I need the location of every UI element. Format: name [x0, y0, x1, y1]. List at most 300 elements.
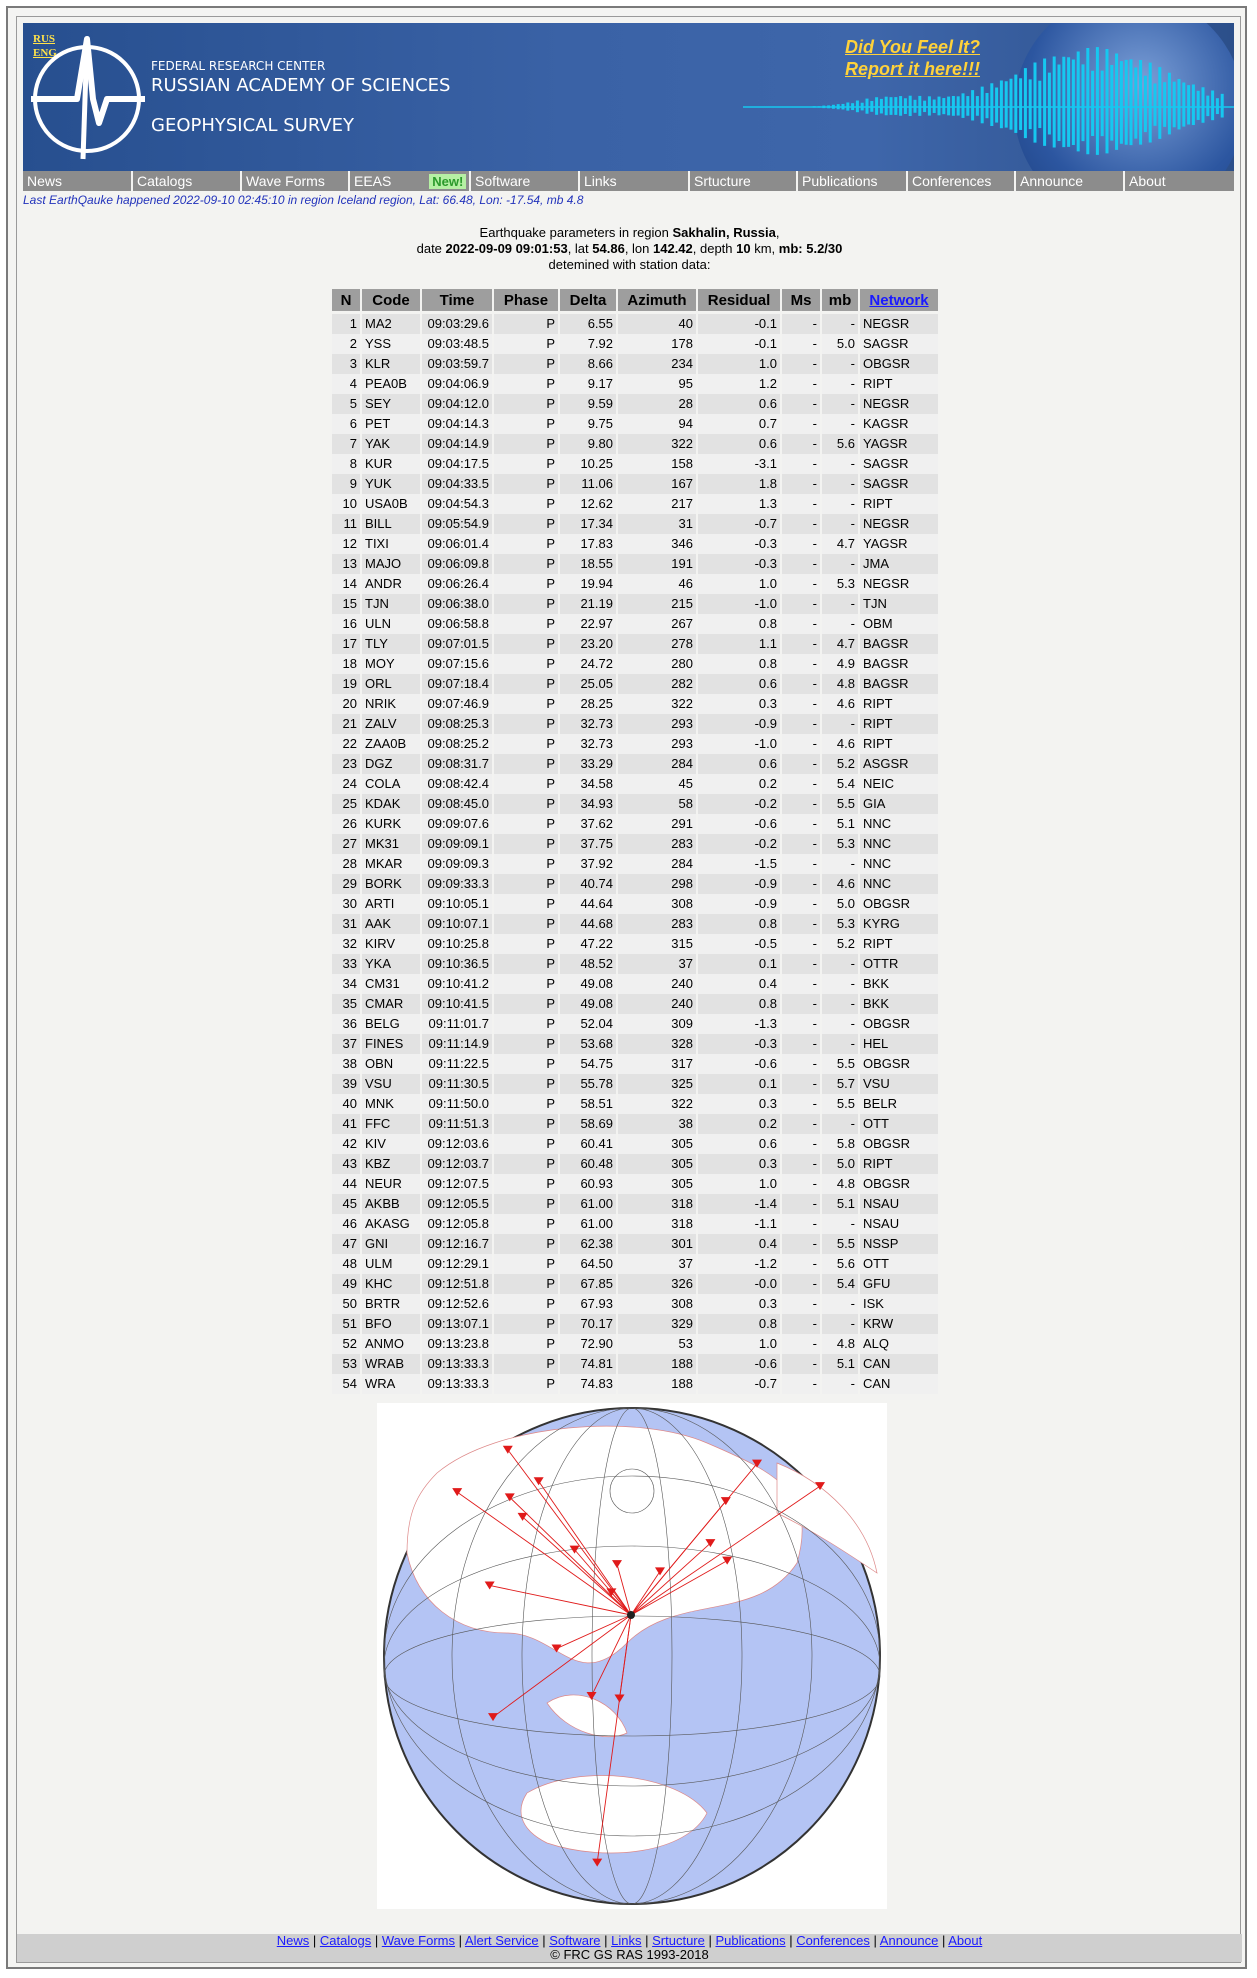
row-phase: P [494, 1334, 560, 1354]
row-residual: 1.1 [698, 634, 782, 654]
row-azimuth: 315 [618, 934, 698, 954]
row-code: KIRV [362, 934, 422, 954]
row-n: 20 [332, 694, 362, 714]
row-phase: P [494, 894, 560, 914]
row-time: 09:06:58.8 [422, 614, 494, 634]
nav-conferences[interactable]: Conferences [906, 171, 1014, 191]
row-residual: -0.3 [698, 1034, 782, 1054]
row-phase: P [494, 1134, 560, 1154]
row-code: SEY [362, 394, 422, 414]
row-code: GNI [362, 1234, 422, 1254]
row-code: OBN [362, 1054, 422, 1074]
table-row [332, 994, 940, 1014]
row-mb: 4.6 [822, 734, 860, 754]
row-ms: - [782, 634, 822, 654]
row-network: RIPT [860, 374, 940, 394]
nav-eeas-label: EEAS [354, 173, 392, 189]
row-mb: - [822, 714, 860, 734]
row-code: MAJO [362, 554, 422, 574]
row-time: 09:12:05.8 [422, 1214, 494, 1234]
row-phase: P [494, 914, 560, 934]
row-code: KDAK [362, 794, 422, 814]
row-n: 27 [332, 834, 362, 854]
row-n: 14 [332, 574, 362, 594]
table-row [332, 554, 940, 574]
row-mb: - [822, 1034, 860, 1054]
row-ms: - [782, 1274, 822, 1294]
row-ms: - [782, 1154, 822, 1174]
row-azimuth: 28 [618, 394, 698, 414]
row-residual: 0.3 [698, 1094, 782, 1114]
row-residual: -0.3 [698, 534, 782, 554]
row-time: 09:04:17.5 [422, 454, 494, 474]
network-sort-link[interactable]: Network [869, 291, 929, 309]
row-phase: P [494, 854, 560, 874]
row-network: BAGSR [860, 654, 940, 674]
row-azimuth: 325 [618, 1074, 698, 1094]
did-you-feel-it-link[interactable]: Did You Feel It? [845, 37, 981, 57]
row-phase: P [494, 674, 560, 694]
seismogram-wave-icon [743, 23, 1234, 171]
row-azimuth: 308 [618, 1294, 698, 1314]
table-row [332, 774, 940, 794]
footer-link[interactable]: Publications [715, 1933, 786, 1948]
row-delta: 61.00 [560, 1214, 618, 1234]
row-azimuth: 282 [618, 674, 698, 694]
footer-link[interactable]: Alert Service [464, 1933, 539, 1948]
table-row [332, 354, 940, 374]
row-network: RIPT [860, 734, 940, 754]
row-code: ULN [362, 614, 422, 634]
row-mb: - [822, 974, 860, 994]
footer-link[interactable]: Srtucture [652, 1933, 705, 1948]
row-residual: 0.2 [698, 774, 782, 794]
row-ms: - [782, 314, 822, 334]
row-n: 43 [332, 1154, 362, 1174]
row-delta: 58.69 [560, 1114, 618, 1134]
row-time: 09:03:48.5 [422, 334, 494, 354]
row-ms: - [782, 934, 822, 954]
table-row [332, 1034, 940, 1054]
row-azimuth: 283 [618, 914, 698, 934]
row-network: BKK [860, 974, 940, 994]
nav-about[interactable]: About [1123, 171, 1234, 191]
row-azimuth: 240 [618, 974, 698, 994]
row-ms: - [782, 714, 822, 734]
row-network: OBGSR [860, 354, 940, 374]
row-n: 7 [332, 434, 362, 454]
row-network: CAN [860, 1354, 940, 1374]
row-n: 38 [332, 1054, 362, 1074]
row-network: VSU [860, 1074, 940, 1094]
row-delta: 7.92 [560, 334, 618, 354]
table-row [332, 1274, 940, 1294]
row-code: AKBB [362, 1194, 422, 1214]
row-code: KIV [362, 1134, 422, 1154]
row-time: 09:12:03.6 [422, 1134, 494, 1154]
row-time: 09:06:26.4 [422, 574, 494, 594]
row-code: NRIK [362, 694, 422, 714]
row-phase: P [494, 514, 560, 534]
row-n: 37 [332, 1034, 362, 1054]
row-network: OTT [860, 1114, 940, 1134]
last-quake-notice[interactable]: Last EarthQauke happened 2022-09-10 02:45:10 in region Iceland region, Lat: 66.48, Lon: -17.54, mb 4.8 [23, 193, 584, 207]
row-delta: 17.83 [560, 534, 618, 554]
row-delta: 21.19 [560, 594, 618, 614]
row-mb: 5.5 [822, 1234, 860, 1254]
row-n: 34 [332, 974, 362, 994]
row-time: 09:06:01.4 [422, 534, 494, 554]
row-time: 09:05:54.9 [422, 514, 494, 534]
row-network: RIPT [860, 1154, 940, 1174]
col-n: N [332, 289, 362, 314]
col-azimuth: Azimuth [618, 289, 698, 314]
row-residual: -1.1 [698, 1214, 782, 1234]
params-line2 [17, 241, 1242, 257]
params-text: km, [750, 241, 779, 256]
row-delta: 72.90 [560, 1334, 618, 1354]
col-delta: Delta [560, 289, 618, 314]
row-mb: - [822, 514, 860, 534]
epicenter-icon [627, 1611, 635, 1619]
footer-link[interactable]: Links [611, 1933, 642, 1948]
row-delta: 44.64 [560, 894, 618, 914]
row-delta: 23.20 [560, 634, 618, 654]
row-time: 09:13:33.3 [422, 1374, 494, 1394]
row-azimuth: 308 [618, 894, 698, 914]
table-row [332, 1254, 940, 1274]
row-azimuth: 317 [618, 1054, 698, 1074]
footer-link[interactable]: Software [549, 1933, 601, 1948]
row-mb: - [822, 454, 860, 474]
row-mb: 4.6 [822, 874, 860, 894]
row-time: 09:04:12.0 [422, 394, 494, 414]
row-time: 09:10:05.1 [422, 894, 494, 914]
row-azimuth: 234 [618, 354, 698, 374]
row-ms: - [782, 474, 822, 494]
params-line3: detemined with station data: [548, 257, 711, 272]
row-ms: - [782, 1134, 822, 1154]
row-ms: - [782, 1214, 822, 1234]
row-azimuth: 158 [618, 454, 698, 474]
row-azimuth: 293 [618, 734, 698, 754]
row-delta: 24.72 [560, 654, 618, 674]
row-time: 09:10:41.5 [422, 994, 494, 1014]
row-azimuth: 95 [618, 374, 698, 394]
row-phase: P [494, 634, 560, 654]
nav-wave-forms[interactable]: Wave Forms [240, 171, 348, 191]
table-row [332, 1354, 940, 1374]
row-code: KLR [362, 354, 422, 374]
table-row [332, 1374, 940, 1394]
row-ms: - [782, 1314, 822, 1334]
row-azimuth: 322 [618, 434, 698, 454]
row-n: 36 [332, 1014, 362, 1034]
table-row [332, 594, 940, 614]
row-time: 09:11:50.0 [422, 1094, 494, 1114]
row-ms: - [782, 794, 822, 814]
row-delta: 60.48 [560, 1154, 618, 1174]
row-n: 35 [332, 994, 362, 1014]
row-phase: P [494, 1034, 560, 1054]
row-phase: P [494, 1114, 560, 1134]
row-n: 46 [332, 1214, 362, 1234]
table-row [332, 534, 940, 554]
row-ms: - [782, 914, 822, 934]
row-delta: 22.97 [560, 614, 618, 634]
row-azimuth: 217 [618, 494, 698, 514]
row-ms: - [782, 694, 822, 714]
row-code: ZALV [362, 714, 422, 734]
row-mb: 4.8 [822, 674, 860, 694]
row-delta: 55.78 [560, 1074, 618, 1094]
row-network: NSAU [860, 1214, 940, 1234]
row-phase: P [494, 1214, 560, 1234]
row-azimuth: 45 [618, 774, 698, 794]
row-network: ISK [860, 1294, 940, 1314]
row-residual: -0.6 [698, 1354, 782, 1374]
row-ms: - [782, 1174, 822, 1194]
footer-link[interactable]: News [276, 1933, 310, 1948]
footer-link[interactable]: About [948, 1933, 983, 1948]
row-code: TJN [362, 594, 422, 614]
row-residual: -1.2 [698, 1254, 782, 1274]
row-time: 09:04:14.3 [422, 414, 494, 434]
row-mb: 4.6 [822, 694, 860, 714]
row-residual: 1.0 [698, 354, 782, 374]
row-network: ALQ [860, 1334, 940, 1354]
row-time: 09:04:14.9 [422, 434, 494, 454]
params-mb: 5.2/30 [802, 241, 843, 256]
nav-announce[interactable]: Announce [1014, 171, 1123, 191]
table-row [332, 1214, 940, 1234]
row-residual: -0.7 [698, 514, 782, 534]
row-delta: 17.34 [560, 514, 618, 534]
lang-eng-link[interactable]: ENG [33, 47, 57, 59]
row-residual: -0.3 [698, 554, 782, 574]
row-azimuth: 293 [618, 714, 698, 734]
row-n: 31 [332, 914, 362, 934]
params-text: Earthquake parameters in region [479, 225, 673, 240]
row-phase: P [494, 754, 560, 774]
row-code: BRTR [362, 1294, 422, 1314]
nav-eeas[interactable] [348, 171, 469, 191]
row-mb: - [822, 474, 860, 494]
table-row [332, 874, 940, 894]
row-residual: 0.8 [698, 614, 782, 634]
row-n: 40 [332, 1094, 362, 1114]
row-time: 09:13:07.1 [422, 1314, 494, 1334]
row-azimuth: 291 [618, 814, 698, 834]
table-row [332, 1334, 940, 1354]
row-mb: 5.6 [822, 1254, 860, 1274]
row-code: MNK [362, 1094, 422, 1114]
row-ms: - [782, 494, 822, 514]
row-residual: -0.9 [698, 714, 782, 734]
footer-link[interactable]: Wave Forms [381, 1933, 456, 1948]
nav-publications[interactable]: Publications [796, 171, 906, 191]
row-phase: P [494, 1054, 560, 1074]
row-azimuth: 94 [618, 414, 698, 434]
row-network: YAGSR [860, 434, 940, 454]
row-residual: -0.6 [698, 814, 782, 834]
col-mb: mb [822, 289, 860, 314]
table-row [332, 574, 940, 594]
col-time: Time [422, 289, 494, 314]
row-time: 09:08:42.4 [422, 774, 494, 794]
nav-links[interactable]: Links [578, 171, 688, 191]
row-n: 32 [332, 934, 362, 954]
row-phase: P [494, 794, 560, 814]
row-delta: 49.08 [560, 994, 618, 1014]
row-time: 09:13:33.3 [422, 1354, 494, 1374]
row-time: 09:11:01.7 [422, 1014, 494, 1034]
row-n: 39 [332, 1074, 362, 1094]
col-residual: Residual [698, 289, 782, 314]
row-n: 15 [332, 594, 362, 614]
row-ms: - [782, 774, 822, 794]
row-delta: 54.75 [560, 1054, 618, 1074]
report-it-link[interactable]: Report it here!!! [845, 59, 980, 79]
row-code: YKA [362, 954, 422, 974]
row-delta: 47.22 [560, 934, 618, 954]
row-network: CAN [860, 1374, 940, 1394]
row-ms: - [782, 874, 822, 894]
row-n: 11 [332, 514, 362, 534]
row-mb: 5.2 [822, 934, 860, 954]
row-n: 48 [332, 1254, 362, 1274]
row-mb: - [822, 1374, 860, 1394]
row-phase: P [494, 534, 560, 554]
row-mb: - [822, 854, 860, 874]
table-row [332, 1134, 940, 1154]
col-network [860, 289, 940, 314]
row-n: 44 [332, 1174, 362, 1194]
row-ms: - [782, 1374, 822, 1394]
row-code: WRA [362, 1374, 422, 1394]
row-phase: P [494, 374, 560, 394]
nav-catalogs[interactable]: Catalogs [131, 171, 240, 191]
row-azimuth: 215 [618, 594, 698, 614]
row-code: PEA0B [362, 374, 422, 394]
row-code: COLA [362, 774, 422, 794]
row-n: 30 [332, 894, 362, 914]
row-phase: P [494, 1254, 560, 1274]
row-azimuth: 58 [618, 794, 698, 814]
station-map [377, 1403, 887, 1909]
params-text: , depth [692, 241, 737, 256]
row-network: NSAU [860, 1194, 940, 1214]
row-ms: - [782, 574, 822, 594]
row-code: ARTI [362, 894, 422, 914]
copyright: © FRC GS RAS 1993-2018 [550, 1947, 709, 1962]
row-ms: - [782, 594, 822, 614]
row-network: OTTR [860, 954, 940, 974]
row-residual: 0.7 [698, 414, 782, 434]
row-mb: 5.2 [822, 754, 860, 774]
params-text: , lon [624, 241, 653, 256]
row-mb: 4.8 [822, 1174, 860, 1194]
row-delta: 9.75 [560, 414, 618, 434]
nav-structure[interactable]: Srtucture [688, 171, 796, 191]
row-network: TJN [860, 594, 940, 614]
footer-link[interactable]: Catalogs [319, 1933, 372, 1948]
row-code: FFC [362, 1114, 422, 1134]
row-residual: 0.2 [698, 1114, 782, 1134]
row-n: 19 [332, 674, 362, 694]
row-n: 23 [332, 754, 362, 774]
row-phase: P [494, 1094, 560, 1114]
params-text: date [416, 241, 446, 256]
table-row [332, 854, 940, 874]
row-delta: 37.92 [560, 854, 618, 874]
org-line3: GEOPHYSICAL SURVEY [151, 115, 355, 136]
table-row [332, 1074, 940, 1094]
row-delta: 64.50 [560, 1254, 618, 1274]
row-n: 25 [332, 794, 362, 814]
row-azimuth: 305 [618, 1174, 698, 1194]
row-code: PET [362, 414, 422, 434]
row-residual: 0.8 [698, 914, 782, 934]
row-delta: 9.17 [560, 374, 618, 394]
row-mb: 5.4 [822, 1274, 860, 1294]
row-time: 09:09:09.3 [422, 854, 494, 874]
nav-news[interactable]: News [23, 171, 131, 191]
row-network: NNC [860, 814, 940, 834]
row-delta: 34.93 [560, 794, 618, 814]
row-n: 16 [332, 614, 362, 634]
row-residual: -0.2 [698, 794, 782, 814]
row-network: NNC [860, 874, 940, 894]
row-delta: 32.73 [560, 714, 618, 734]
row-n: 21 [332, 714, 362, 734]
row-time: 09:03:59.7 [422, 354, 494, 374]
row-residual: -1.0 [698, 734, 782, 754]
lang-rus-link[interactable]: RUS [33, 33, 56, 45]
row-time: 09:10:36.5 [422, 954, 494, 974]
row-code: NEUR [362, 1174, 422, 1194]
row-network: YAGSR [860, 534, 940, 554]
row-mb: 5.6 [822, 434, 860, 454]
row-ms: - [782, 554, 822, 574]
table-row [332, 1194, 940, 1214]
table-row [332, 1094, 940, 1114]
row-code: MK31 [362, 834, 422, 854]
row-azimuth: 37 [618, 1254, 698, 1274]
row-delta: 74.81 [560, 1354, 618, 1374]
row-azimuth: 329 [618, 1314, 698, 1334]
row-azimuth: 167 [618, 474, 698, 494]
row-n: 26 [332, 814, 362, 834]
footer-link[interactable]: Announce [879, 1933, 939, 1948]
footer-link[interactable]: Conferences [796, 1933, 870, 1948]
row-code: KBZ [362, 1154, 422, 1174]
row-phase: P [494, 1354, 560, 1374]
row-delta: 60.93 [560, 1174, 618, 1194]
nav-software[interactable]: Software [469, 171, 578, 191]
row-phase: P [494, 814, 560, 834]
row-phase: P [494, 1274, 560, 1294]
row-time: 09:07:01.5 [422, 634, 494, 654]
row-code: MOY [362, 654, 422, 674]
row-mb: - [822, 354, 860, 374]
row-code: YAK [362, 434, 422, 454]
row-residual: -1.0 [698, 594, 782, 614]
row-time: 09:04:33.5 [422, 474, 494, 494]
row-ms: - [782, 1294, 822, 1314]
row-phase: P [494, 594, 560, 614]
row-delta: 44.68 [560, 914, 618, 934]
